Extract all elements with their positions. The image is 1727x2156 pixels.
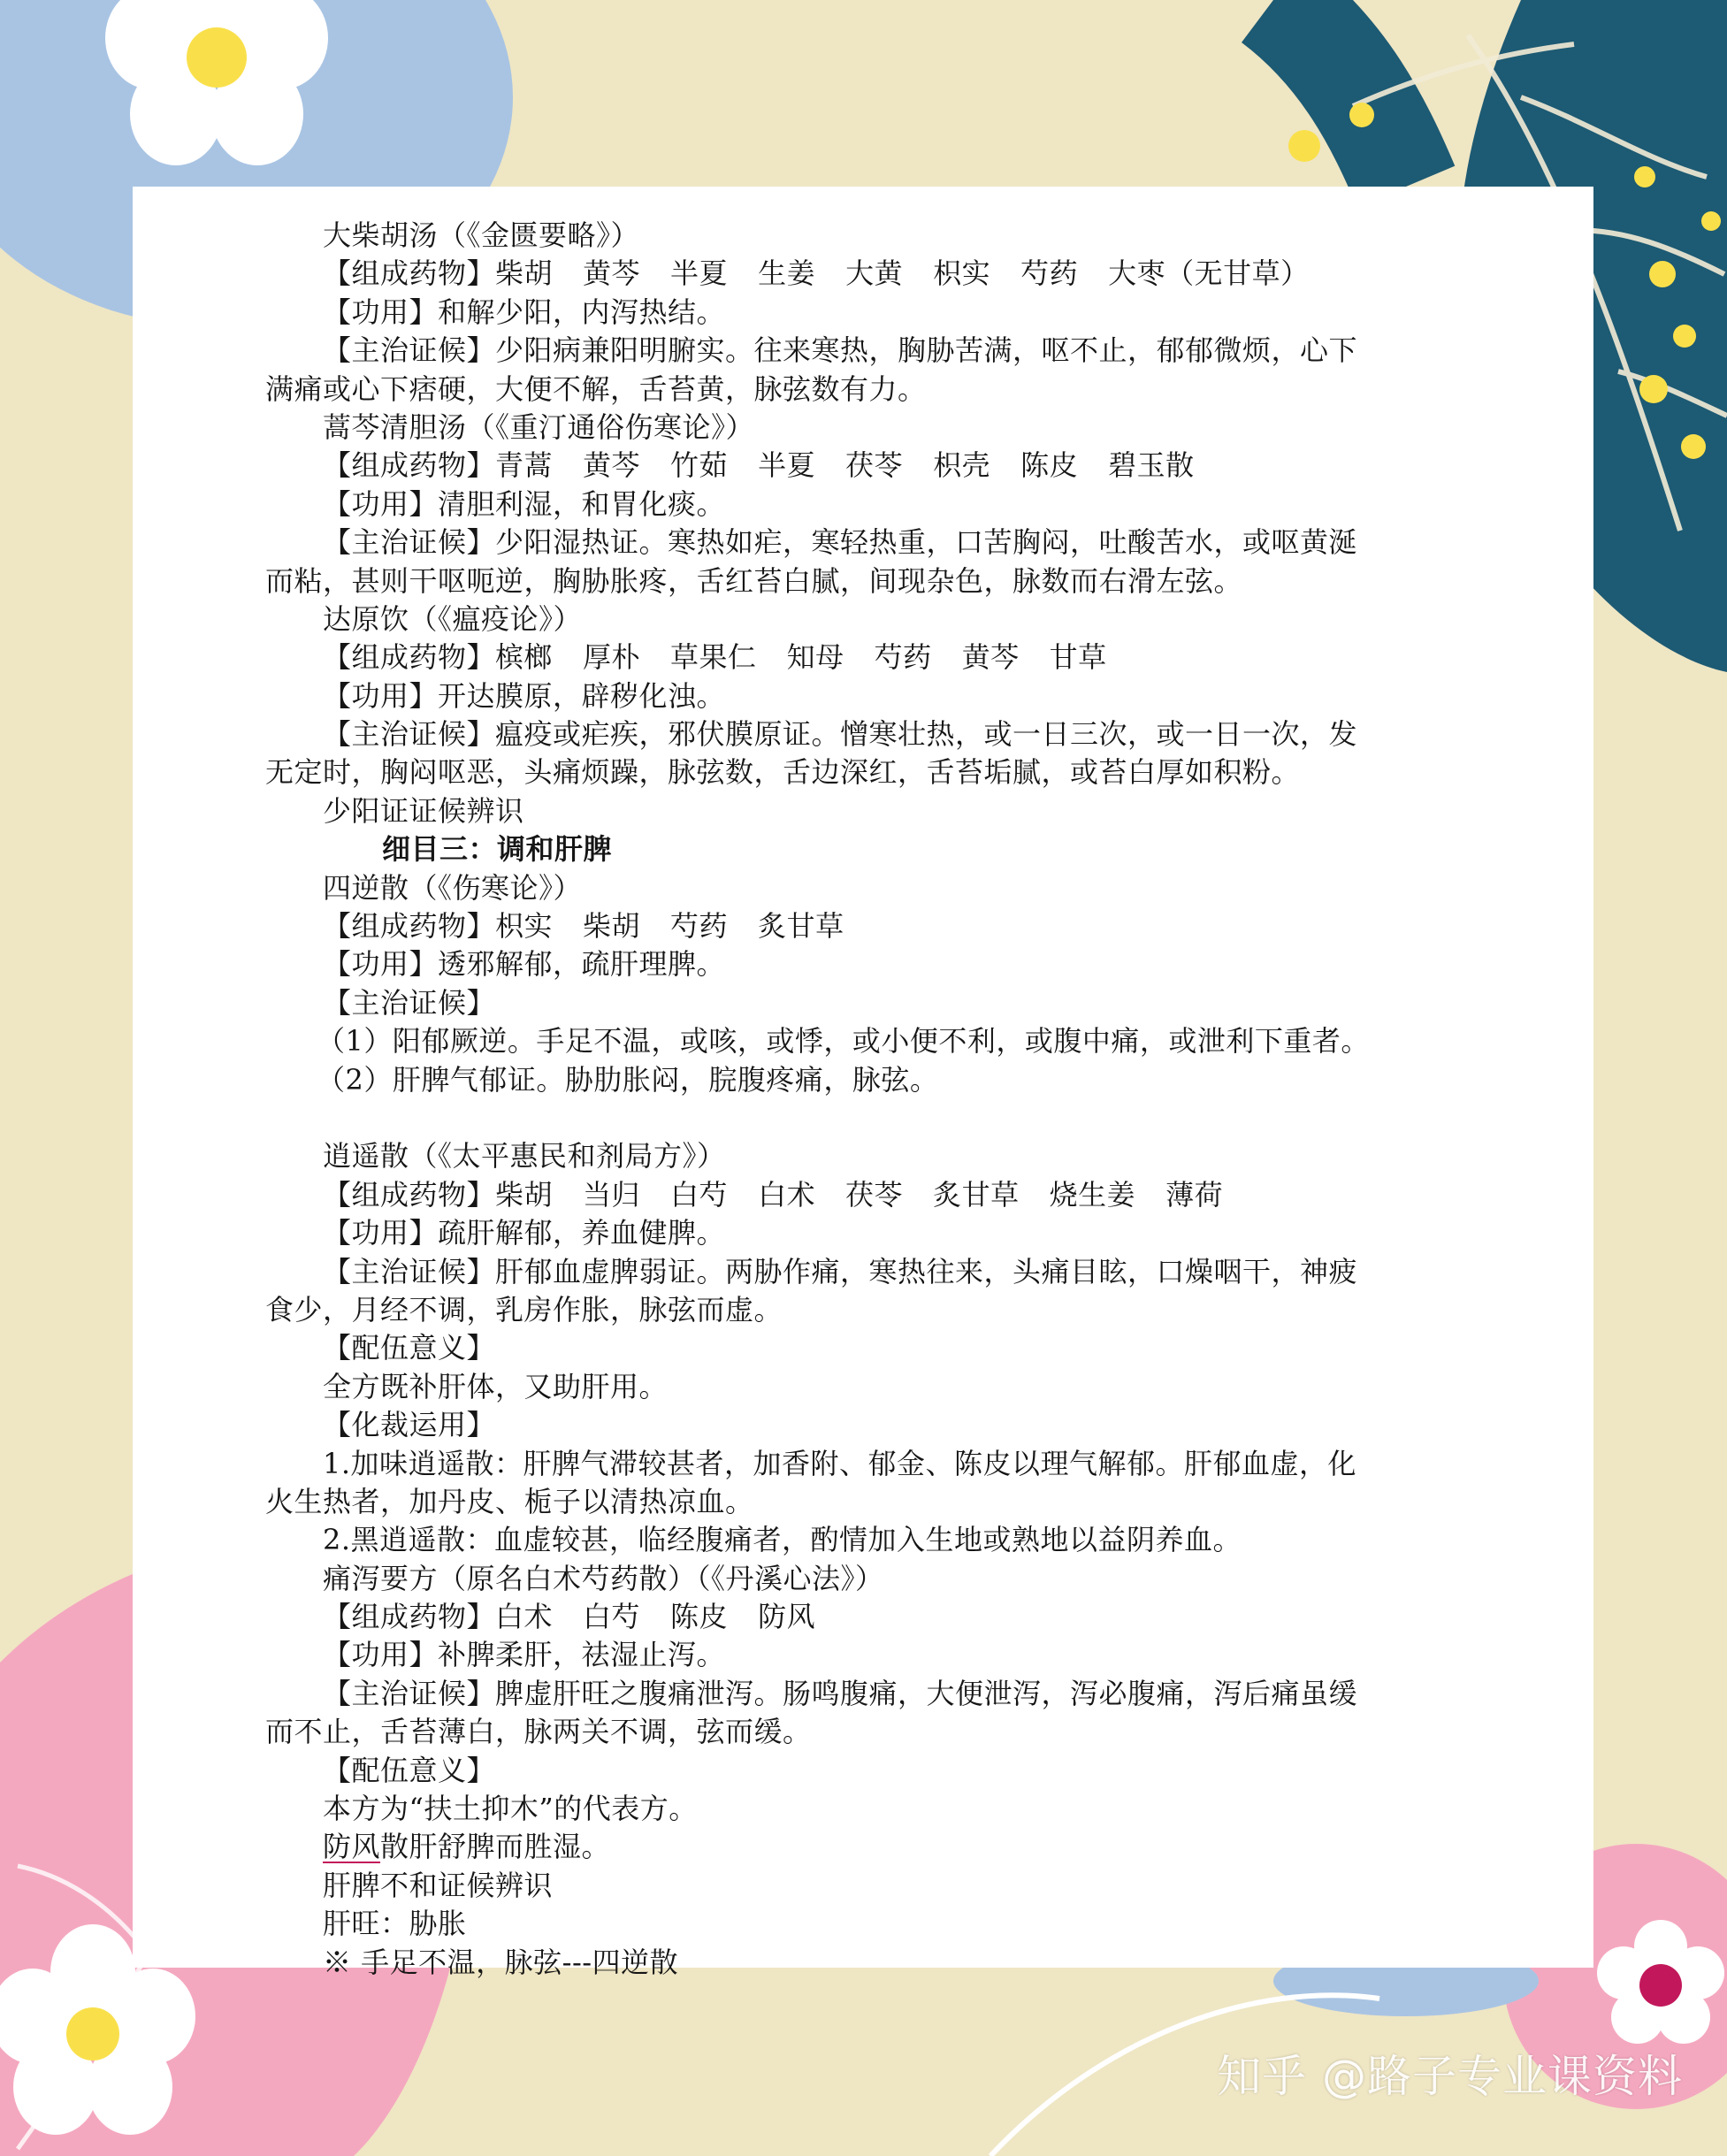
indication-continued: 食少，月经不调，乳房作胀，脉弦而虚。 — [265, 1292, 783, 1326]
formula-title: 痛泻要方（原名白术芍药散）（《丹溪心法》） — [323, 1561, 884, 1595]
indication-line: 【主治证候】少阳病兼阳明腑实。往来寒热，胸胁苦满，呕不止，郁郁微烦，心下 — [323, 333, 1358, 368]
compatibility-label: 【配伍意义】 — [323, 1753, 496, 1787]
formula-title: 达原饮（《瘟疫论》） — [323, 601, 583, 636]
indication-line: 【主治证候】脾虚肝旺之腹痛泄泻。肠鸣腹痛，大便泄泻，泻必腹痛，泻后痛虽缓 — [323, 1676, 1358, 1710]
modification-continued: 火生热者，加丹皮、栀子以清热凉血。 — [265, 1484, 754, 1518]
watermark-text: 知乎 @路子专业课资料 — [1217, 2051, 1683, 2102]
composition-line: 【组成药物】白术 白芍 陈皮 防风 — [323, 1600, 816, 1634]
function-line: 【功用】补脾柔肝，祛湿止泻。 — [323, 1638, 726, 1672]
syndrome-item: ※ 手足不温，脉弦---四逆散 — [323, 1945, 679, 1979]
indication-line: 【主治证候】瘟疫或疟疾，邪伏膜原证。憎寒壮热，或一日三次，或一日一次，发 — [323, 717, 1358, 752]
modification-item: 1.加味逍遥散：肝脾气滞较甚者，加香附、郁金、陈皮以理气解郁。肝郁血虚，化 — [323, 1446, 1357, 1480]
syndrome-heading: 肝脾不和证候辨识 — [323, 1868, 554, 1902]
function-line: 【功用】透邪解郁，疏肝理脾。 — [323, 947, 726, 982]
indication-item: （1）阳郁厥逆。手足不温，或咳，或悸，或小便不利，或腹中痛，或泄利下重者。 — [317, 1024, 1370, 1059]
syndrome-item: 肝旺：胁胀 — [323, 1907, 467, 1941]
indication-label: 【主治证候】 — [323, 985, 496, 1020]
formula-title: 大柴胡汤（《金匮要略》） — [323, 218, 640, 252]
indication-line: 【主治证候】肝郁血虚脾弱证。两胁作痛，寒热往来，头痛目眩，口燥咽干，神疲 — [323, 1254, 1358, 1288]
indication-continued: 无定时，胸闷呕恶，头痛烦躁，脉弦数，舌边深红，舌苔垢腻，或苔白厚如积粉。 — [265, 755, 1301, 790]
indication-continued: 满痛或心下痞硬，大便不解，舌苔黄，脉弦数有力。 — [265, 371, 927, 406]
function-line: 【功用】疏肝解郁，养血健脾。 — [323, 1216, 726, 1250]
syndrome-heading: 少阳证证候辨识 — [323, 793, 524, 828]
function-line: 【功用】清胆利湿，和胃化痰。 — [323, 486, 726, 521]
compatibility-text: 防风散肝舒脾而胜湿。 — [323, 1830, 611, 1864]
indication-line: 【主治证候】少阳湿热证。寒热如疟，寒轻热重，口苦胸闷，吐酸苦水，或呕黄涎 — [323, 525, 1358, 560]
composition-line: 【组成药物】柴胡 当归 白芍 白术 茯苓 炙甘草 烧生姜 薄荷 — [323, 1177, 1224, 1212]
composition-line: 【组成药物】槟榔 厚朴 草果仁 知母 芍药 黄芩 甘草 — [323, 640, 1107, 675]
composition-line: 【组成药物】柴胡 黄芩 半夏 生姜 大黄 枳实 芍药 大枣（无甘草） — [323, 256, 1310, 291]
formula-title: 四逆散（《伤寒论》） — [323, 870, 583, 905]
compatibility-text: 全方既补肝体，又助肝用。 — [323, 1369, 669, 1403]
formula-title: 逍遥散（《太平惠民和剂局方》） — [323, 1139, 726, 1174]
compatibility-text: 本方为“扶土抑木”的代表方。 — [323, 1792, 698, 1826]
compatibility-label: 【配伍意义】 — [323, 1331, 496, 1365]
composition-line: 【组成药物】青蒿 黄芩 竹茹 半夏 茯苓 枳壳 陈皮 碧玉散 — [323, 448, 1195, 483]
blank-line — [265, 1099, 1523, 1137]
section-heading: 细目三：调和肝脾 — [382, 832, 613, 867]
function-line: 【功用】开达膜原，辟秽化浊。 — [323, 678, 726, 713]
indication-continued: 而不止，舌苔薄白，脉两关不调，弦而缓。 — [265, 1715, 812, 1749]
indication-continued: 而粘，甚则干呕呃逆，胸胁胀疼，舌红苔白腻，间现杂色，脉数而右滑左弦。 — [265, 563, 1243, 598]
formula-title: 蒿芩清胆汤（《重汀通俗伤寒论》） — [323, 409, 755, 444]
composition-line: 【组成药物】枳实 柴胡 芍药 炙甘草 — [323, 909, 844, 944]
document-page — [133, 187, 1593, 1979]
function-line: 【功用】和解少阳，内泻热结。 — [323, 294, 726, 329]
modification-label: 【化裁运用】 — [323, 1408, 496, 1442]
modification-item: 2.黑逍遥散：血虚较甚，临经腹痛者，酌情加入生地或熟地以益阴养血。 — [323, 1523, 1242, 1557]
underlined-term: 防风 — [323, 1830, 381, 1864]
indication-item: （2）肝脾气郁证。胁肋胀闷，脘腹疼痛，脉弦。 — [317, 1062, 939, 1097]
